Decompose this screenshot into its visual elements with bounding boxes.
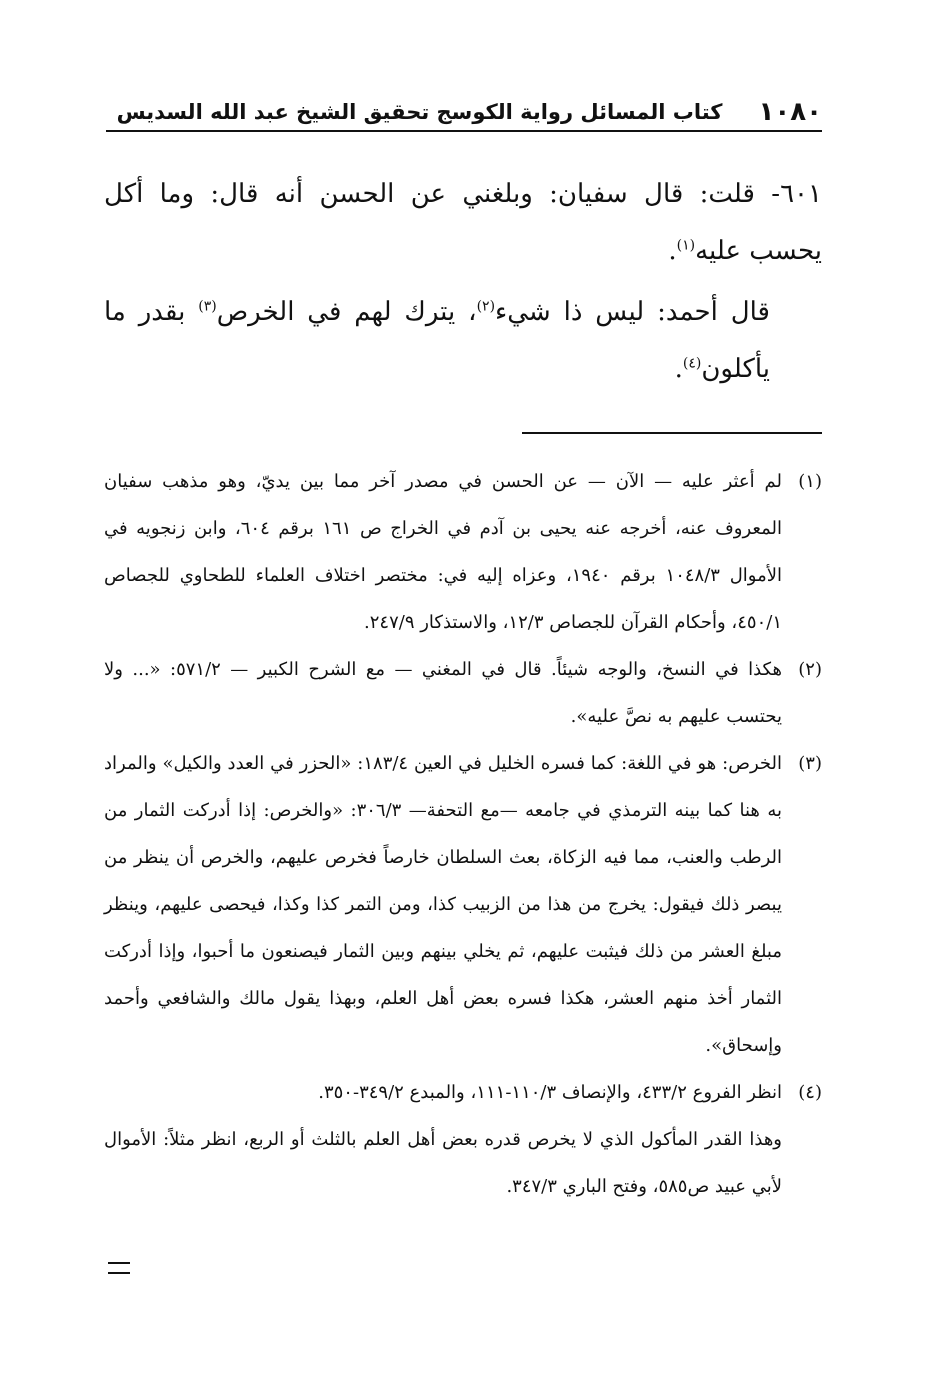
footnote-number: (٣) (798, 753, 822, 774)
running-header (106, 88, 822, 128)
answer-part-2: ، يترك لهم في الخرص (216, 297, 477, 327)
answer-paragraph (104, 284, 822, 398)
answer-end: . (674, 354, 683, 384)
footnote-number: (٤) (798, 1082, 822, 1103)
footnote-2 (104, 646, 822, 740)
header-rule (106, 130, 822, 132)
footnote-ref-3[interactable]: (٣) (198, 298, 217, 315)
answer-part-1: قال أحمد: ليس ذا شيء (495, 297, 770, 327)
footnote-separator (522, 432, 822, 434)
footnote-4-continuation: وهذا القدر المأكول الذي لا يخرص قدره بعض أهل العلم بالثلث أو الربع، انظر مثلاً: الأموال لأبي عبيد ص٥٨٥، وفتح الباري ٣٤٧/٣. (104, 1129, 782, 1197)
footnote-text: انظر الفروع ٤٣٣/٢، والإنصاف ١١٠/٣-١١١، والمبدع ٣٤٩/٢-٣٥٠. (318, 1082, 782, 1103)
footnote-text: لم أعثر عليه — الآن — عن الحسن في مصدر آخر مما بين يديّ، وهو مذهب سفيان المعروف عنه، أخرجه عنه يحيى بن آدم في الخراج ص ١٦١ برقم ٦٠٤، وابن زنجويه في الأموال ١٠٤٨/٣ برقم ١٩٤٠، وعزاه إليه في: مختصر اختلاف العلماء للطحاوي للجصاص ٤٥٠/١، وأحكام القرآن للجصاص ١٢/٣، والاستذكار ٢٤٧/٩. (104, 471, 783, 633)
footnotes (104, 458, 822, 1210)
footnote-text: هكذا في النسخ، والوجه شيئاً. قال في المغني — مع الشرح الكبير — ٥٧١/٢: «... ولا يحتسب عليهم به نصَّ عليه». (104, 659, 782, 727)
footnote-number: (١) (798, 471, 822, 492)
footnote-ref-4[interactable]: (٤) (682, 355, 702, 372)
footnote-ref-1[interactable]: (١) (676, 237, 696, 254)
footnote-number: (٢) (798, 659, 822, 680)
main-text (104, 166, 822, 402)
question-paragraph (104, 166, 822, 280)
footnote-1 (104, 458, 822, 646)
footnote-text: الخرص: هو في اللغة: كما فسره الخليل في العين ١٨٣/٤: «الحزر في العدد والكيل» والمراد به هنا كما بينه الترمذي في جامعه —مع التحفة— ٣٠٦/٣: «والخرص: إذا أدركت الثمار من الرطب والعنب، مما فيه الزكاة، بعث السلطان خارصاً فخرص عليهم، والخرص أن ينظر من يبصر ذلك فيقول: يخرج من هذا من الزبيب كذا، ومن التمر كذا وكذا، فيحصى عليهم، وينظر مبلغ العشر من ذلك فيثبت عليهم، ثم يخلي بينهم وبين الثمار فيصنعون ما أحبوا، وإذا أدركت الثمار أخذ منهم العشر، هكذا فسره بعض أهل العلم، وبهذا يقول مالك والشافعي وأحمد وإسحاق». (104, 753, 783, 1056)
answer-part-3: بقدر ما يأكلون (104, 297, 770, 384)
footnote-4 (104, 1069, 822, 1116)
continuation-mark (108, 1262, 130, 1274)
question-text: ٦٠١- قلت: قال سفيان: وبلغني عن الحسن أنه قال: وما أكل يحسب عليه (104, 179, 822, 266)
question-end: . (668, 236, 677, 266)
page-number: ١٠٨٠ (758, 97, 822, 127)
footnote-3 (104, 740, 822, 1069)
book-title: كتاب المسائل رواية الكوسج تحقيق الشيخ عبد الله السديس (116, 100, 723, 124)
footnote-ref-2[interactable]: (٢) (476, 298, 496, 315)
